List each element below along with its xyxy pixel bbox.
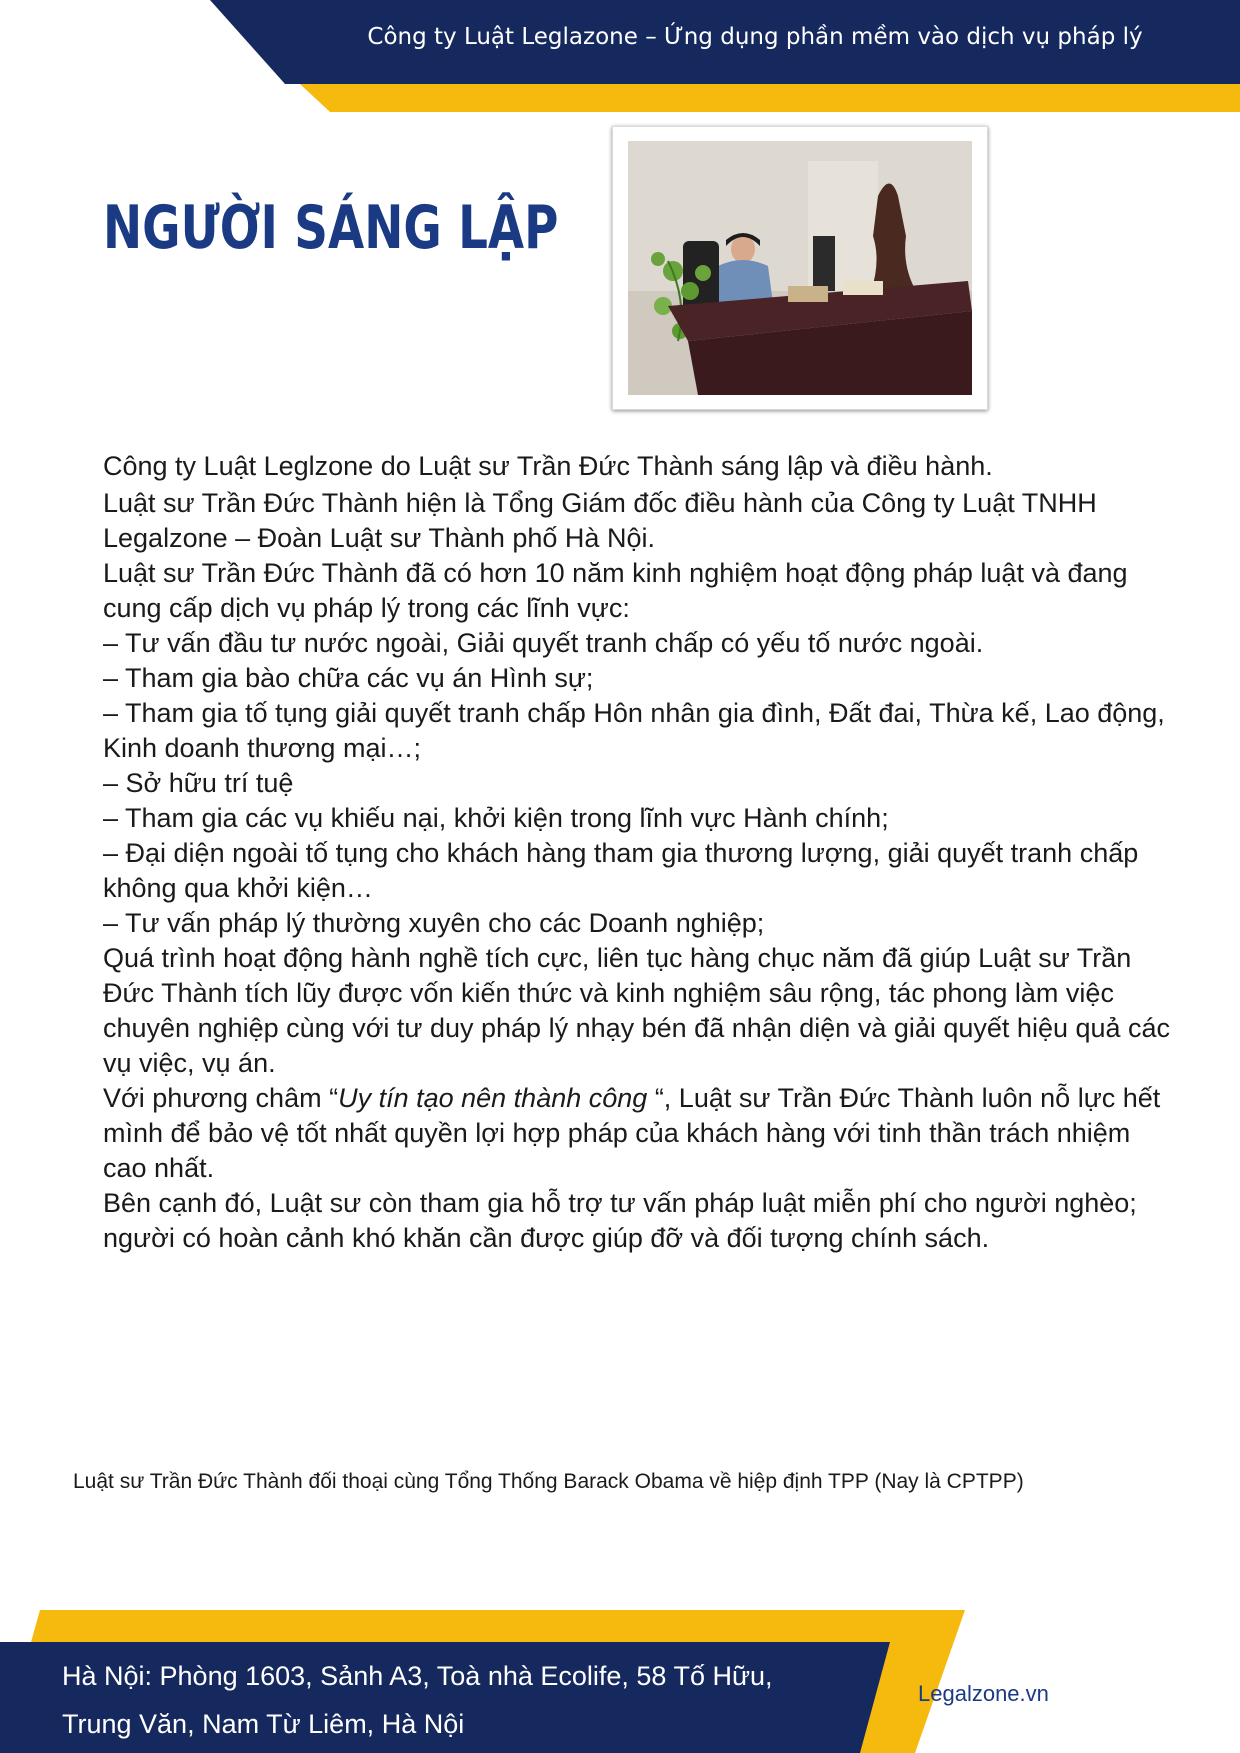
motto-quote: Uy tín tạo nên thành công: [338, 1083, 648, 1113]
founder-photo: [628, 141, 972, 395]
closing-paragraph: Bên cạnh đó, Luật sư còn tham gia hỗ trợ tư vấn pháp luật miễn phí cho người nghèo; người có hoàn cảnh khó khăn cần được giúp đỡ và đối tượng chính sách.: [103, 1188, 1137, 1253]
bullet-item: – Tham gia các vụ khiếu nại, khởi kiện trong lĩnh vực Hành chính;: [103, 803, 889, 833]
page-title: NGƯỜI SÁNG LẬP: [103, 193, 559, 263]
paragraph: Luật sư Trần Đức Thành hiện là Tổng Giám đốc điều hành của Công ty Luật TNHH Legalzone – Đoàn Luật sư Thành phố Hà Nội.: [103, 488, 1097, 553]
bullet-item: – Tham gia bào chữa các vụ án Hình sự;: [103, 663, 594, 693]
footer-website-link[interactable]: Legalzone.vn: [918, 1681, 1049, 1706]
motto-before: Với phương châm “: [103, 1083, 339, 1113]
bullet-item: – Tư vấn pháp lý thường xuyên cho các Doanh nghiệp;: [103, 908, 765, 938]
motto-after: “, Luật sư Trần Đức Thành luôn nỗ lực hết mình để bảo vệ tốt nhất quyền lợi hợp pháp của khách hàng với tinh thần trách nhiệm cao nhất.: [103, 1083, 1161, 1183]
bullet-item: – Sở hữu trí tuệ: [103, 768, 294, 798]
motto-paragraph: [103, 1081, 1178, 1186]
paragraph: Quá trình hoạt động hành nghề tích cực, liên tục hàng chục năm đã giúp Luật sư Trần Đức Thành tích lũy được vốn kiến thức và kinh nghiệm sâu rộng, tác phong làm việc chuyên nghiệp cùng với tư duy pháp lý nhạy bén đã nhận diện và giải quyết hiệu quả các vụ việc, vụ án.: [103, 943, 1171, 1078]
body-text: [103, 449, 1178, 1256]
founder-photo-frame: [612, 126, 988, 410]
header-tagline: Công ty Luật Leglazone – Ứng dụng phần mềm vào dịch vụ pháp lý: [367, 24, 1143, 50]
footer-address: [62, 1652, 882, 1748]
bullet-item: – Tư vấn đầu tư nước ngoài, Giải quyết tranh chấp có yếu tố nước ngoài.: [103, 628, 984, 658]
bullet-item: – Đại diện ngoài tố tụng cho khách hàng tham gia thương lượng, giải quyết tranh chấp không qua khởi kiện…: [103, 838, 1139, 903]
bullet-item: – Tham gia tố tụng giải quyết tranh chấp Hôn nhân gia đình, Đất đai, Thừa kế, Lao động, Kinh doanh thương mại…;: [103, 698, 1165, 763]
header-banner: [0, 0, 1240, 120]
intro-paragraph: Công ty Luật Leglzone do Luật sư Trần Đức Thành sáng lập và điều hành.: [103, 451, 993, 481]
footer-address-line-2: Trung Văn, Nam Từ Liêm, Hà Nội: [62, 1709, 465, 1739]
photo-caption: Luật sư Trần Đức Thành đối thoại cùng Tổng Thống Barack Obama về hiệp định TPP (Nay là CPTPP): [73, 1470, 1024, 1493]
footer-address-line-1: Hà Nội: Phòng 1603, Sảnh A3, Toà nhà Ecolife, 58 Tố Hữu,: [62, 1661, 773, 1691]
paragraph: Luật sư Trần Đức Thành đã có hơn 10 năm kinh nghiệm hoạt động pháp luật và đang cung cấp dịch vụ pháp lý trong các lĩnh vực:: [103, 558, 1128, 623]
